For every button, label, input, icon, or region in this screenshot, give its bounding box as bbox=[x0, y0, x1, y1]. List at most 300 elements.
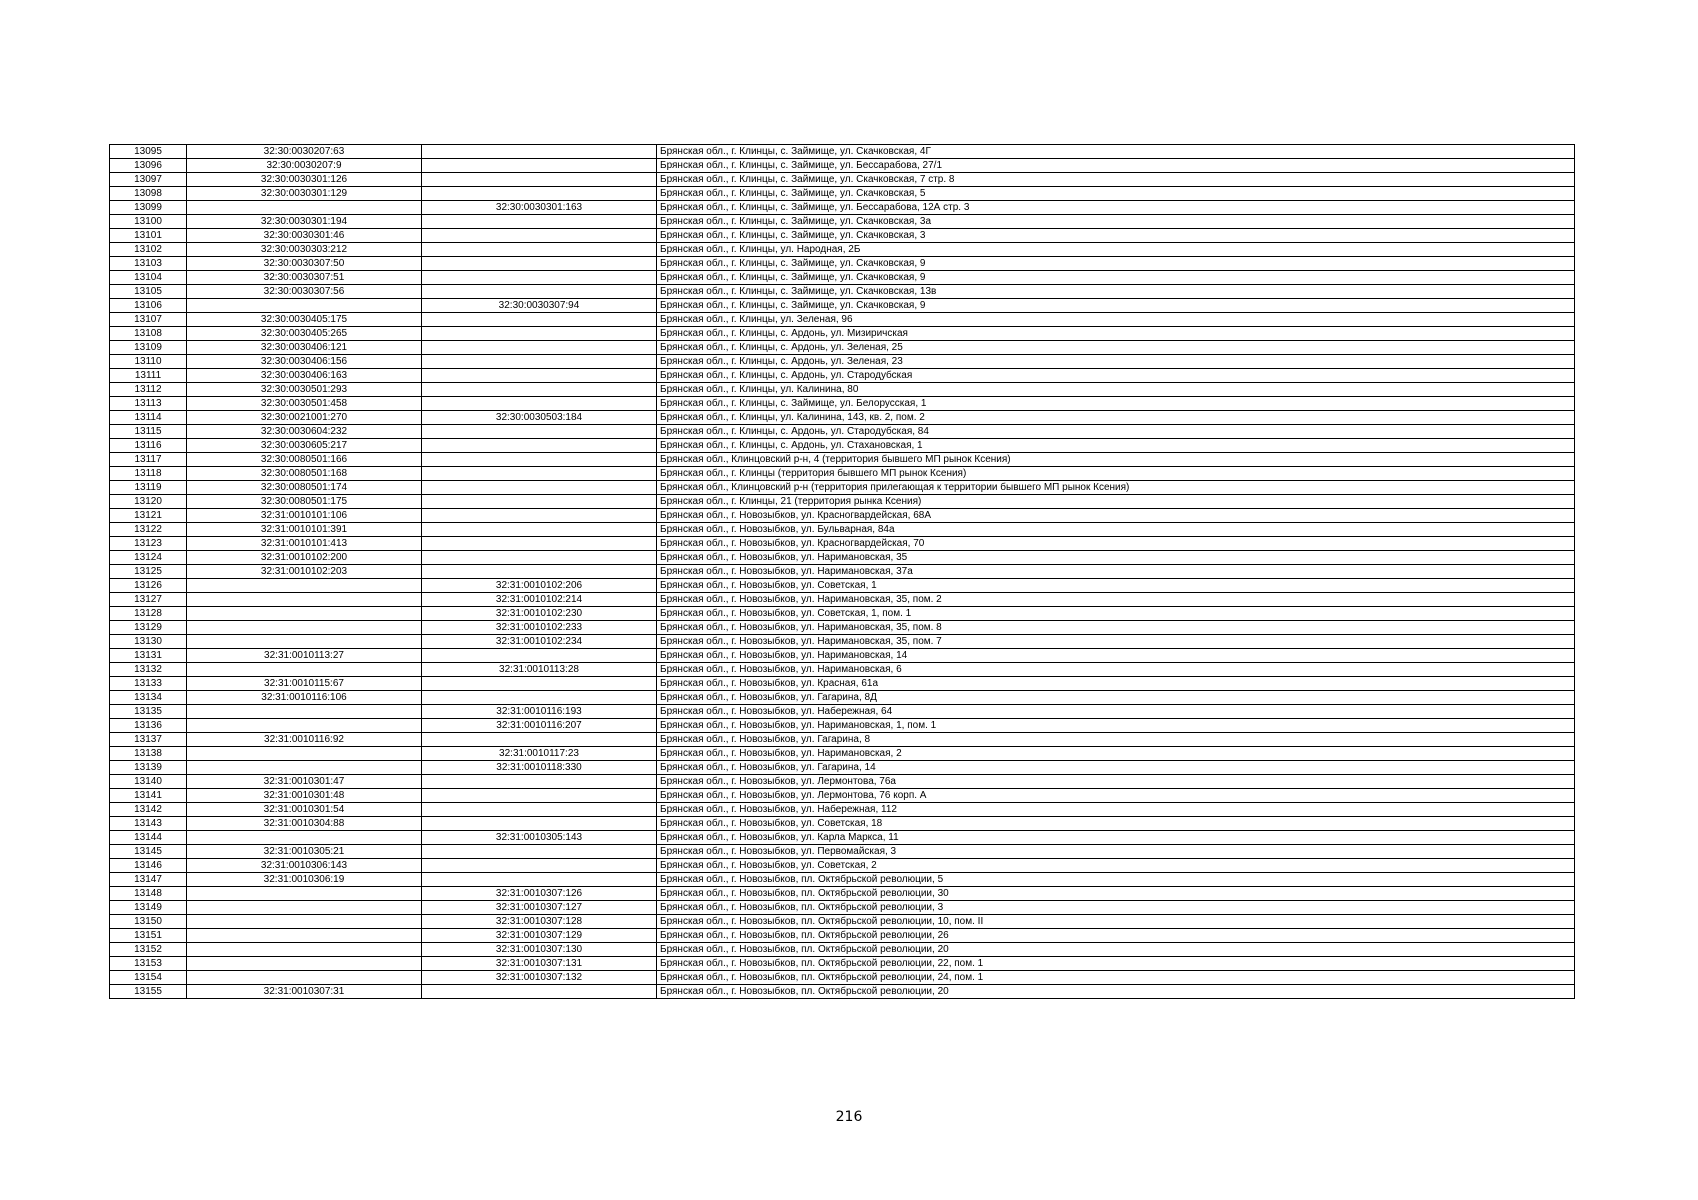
row-number-cell: 13098 bbox=[110, 187, 187, 201]
cadastral-number-cell bbox=[187, 831, 422, 845]
address-cell: Брянская обл., г. Новозыбков, ул. Гагарина, 8Д bbox=[657, 691, 1575, 705]
row-number-cell: 13114 bbox=[110, 411, 187, 425]
table-row bbox=[110, 243, 1575, 257]
cadastral-number-secondary-cell bbox=[422, 355, 657, 369]
cadastral-number-secondary-cell: 32:31:0010116:207 bbox=[422, 719, 657, 733]
row-number-cell: 13115 bbox=[110, 425, 187, 439]
cadastral-number-secondary-cell bbox=[422, 215, 657, 229]
address-cell: Брянская обл., г. Клинцы, с. Займище, ул. Скачковская, 3а bbox=[657, 215, 1575, 229]
cadastral-number-secondary-cell bbox=[422, 271, 657, 285]
address-cell: Брянская обл., г. Новозыбков, ул. Красная, 61а bbox=[657, 677, 1575, 691]
cadastral-number-secondary-cell bbox=[422, 243, 657, 257]
table-row bbox=[110, 173, 1575, 187]
cadastral-number-cell: 32:30:0080501:168 bbox=[187, 467, 422, 481]
table-row bbox=[110, 299, 1575, 313]
cadastral-number-cell: 32:31:0010115:67 bbox=[187, 677, 422, 691]
row-number-cell: 13102 bbox=[110, 243, 187, 257]
table-row bbox=[110, 705, 1575, 719]
address-cell: Брянская обл., г. Новозыбков, ул. Наримановская, 1, пом. 1 bbox=[657, 719, 1575, 733]
table-row bbox=[110, 845, 1575, 859]
cadastral-number-cell bbox=[187, 635, 422, 649]
address-cell: Брянская обл., г. Новозыбков, ул. Наримановская, 35, пом. 8 bbox=[657, 621, 1575, 635]
table-row bbox=[110, 761, 1575, 775]
cadastral-number-secondary-cell bbox=[422, 229, 657, 243]
table-row bbox=[110, 257, 1575, 271]
row-number-cell: 13119 bbox=[110, 481, 187, 495]
row-number-cell: 13153 bbox=[110, 957, 187, 971]
address-cell: Брянская обл., г. Клинцы, с. Займище, ул. Скачковская, 5 bbox=[657, 187, 1575, 201]
address-cell: Брянская обл., г. Клинцы, с. Займище, ул. Бессарабова, 27/1 bbox=[657, 159, 1575, 173]
cadastral-number-secondary-cell bbox=[422, 341, 657, 355]
table-row bbox=[110, 439, 1575, 453]
table-row bbox=[110, 411, 1575, 425]
address-cell: Брянская обл., г. Клинцы, с. Займище, ул. Скачковская, 3 bbox=[657, 229, 1575, 243]
table-row bbox=[110, 943, 1575, 957]
table-row bbox=[110, 509, 1575, 523]
cadastral-number-cell: 32:30:0030307:56 bbox=[187, 285, 422, 299]
table-row bbox=[110, 621, 1575, 635]
cadastral-number-secondary-cell bbox=[422, 817, 657, 831]
table-row bbox=[110, 677, 1575, 691]
address-cell: Брянская обл., г. Новозыбков, ул. Лермонтова, 76а bbox=[657, 775, 1575, 789]
cadastral-number-cell bbox=[187, 971, 422, 985]
row-number-cell: 13138 bbox=[110, 747, 187, 761]
address-cell: Брянская обл., г. Новозыбков, ул. Красногвардейская, 68А bbox=[657, 509, 1575, 523]
cadastral-number-cell: 32:31:0010306:143 bbox=[187, 859, 422, 873]
table-row bbox=[110, 887, 1575, 901]
cadastral-number-cell: 32:31:0010102:203 bbox=[187, 565, 422, 579]
cadastral-number-secondary-cell bbox=[422, 383, 657, 397]
cadastral-number-secondary-cell: 32:31:0010116:193 bbox=[422, 705, 657, 719]
cadastral-number-secondary-cell bbox=[422, 467, 657, 481]
cadastral-number-secondary-cell bbox=[422, 537, 657, 551]
address-cell: Брянская обл., г. Клинцы, с. Займище, ул. Скачковская, 9 bbox=[657, 299, 1575, 313]
table-row bbox=[110, 915, 1575, 929]
row-number-cell: 13099 bbox=[110, 201, 187, 215]
row-number-cell: 13139 bbox=[110, 761, 187, 775]
cadastral-number-cell: 32:30:0030406:156 bbox=[187, 355, 422, 369]
cadastral-number-secondary-cell bbox=[422, 327, 657, 341]
table-row bbox=[110, 789, 1575, 803]
address-cell: Брянская обл., г. Клинцы, с. Ардонь, ул. Стародубская bbox=[657, 369, 1575, 383]
row-number-cell: 13129 bbox=[110, 621, 187, 635]
row-number-cell: 13154 bbox=[110, 971, 187, 985]
row-number-cell: 13135 bbox=[110, 705, 187, 719]
address-cell: Брянская обл., г. Новозыбков, ул. Советская, 1 bbox=[657, 579, 1575, 593]
table-row bbox=[110, 369, 1575, 383]
cadastral-number-secondary-cell bbox=[422, 845, 657, 859]
row-number-cell: 13147 bbox=[110, 873, 187, 887]
table-row bbox=[110, 565, 1575, 579]
cadastral-number-cell bbox=[187, 943, 422, 957]
row-number-cell: 13148 bbox=[110, 887, 187, 901]
row-number-cell: 13146 bbox=[110, 859, 187, 873]
cadastral-number-secondary-cell: 32:31:0010102:234 bbox=[422, 635, 657, 649]
table-row bbox=[110, 579, 1575, 593]
cadastral-number-cell: 32:31:0010101:413 bbox=[187, 537, 422, 551]
cadastral-number-secondary-cell bbox=[422, 425, 657, 439]
row-number-cell: 13118 bbox=[110, 467, 187, 481]
address-cell: Брянская обл., г. Клинцы, с. Займище, ул. Скачковская, 4Г bbox=[657, 145, 1575, 159]
table-row bbox=[110, 691, 1575, 705]
table-row bbox=[110, 285, 1575, 299]
cadastral-number-cell bbox=[187, 201, 422, 215]
row-number-cell: 13101 bbox=[110, 229, 187, 243]
row-number-cell: 13141 bbox=[110, 789, 187, 803]
row-number-cell: 13150 bbox=[110, 915, 187, 929]
table-row bbox=[110, 649, 1575, 663]
table-row bbox=[110, 425, 1575, 439]
table-row bbox=[110, 523, 1575, 537]
cadastral-number-cell: 32:31:0010116:92 bbox=[187, 733, 422, 747]
table-row bbox=[110, 901, 1575, 915]
cadastral-number-cell bbox=[187, 593, 422, 607]
cadastral-number-secondary-cell: 32:31:0010102:214 bbox=[422, 593, 657, 607]
cadastral-number-cell: 32:30:0030207:9 bbox=[187, 159, 422, 173]
cadastral-number-cell bbox=[187, 719, 422, 733]
table-row bbox=[110, 859, 1575, 873]
address-cell: Брянская обл., г. Клинцы, с. Ардонь, ул. Стародубская, 84 bbox=[657, 425, 1575, 439]
cadastral-number-secondary-cell bbox=[422, 789, 657, 803]
row-number-cell: 13123 bbox=[110, 537, 187, 551]
cadastral-number-cell: 32:31:0010301:48 bbox=[187, 789, 422, 803]
cadastral-number-cell: 32:30:0080501:175 bbox=[187, 495, 422, 509]
cadastral-number-cell: 32:31:0010301:47 bbox=[187, 775, 422, 789]
table-row bbox=[110, 495, 1575, 509]
address-cell: Брянская обл., г. Новозыбков, ул. Советская, 2 bbox=[657, 859, 1575, 873]
cadastral-number-cell: 32:30:0030501:458 bbox=[187, 397, 422, 411]
cadastral-number-secondary-cell bbox=[422, 439, 657, 453]
cadastral-number-cell bbox=[187, 607, 422, 621]
row-number-cell: 13134 bbox=[110, 691, 187, 705]
cadastral-number-cell: 32:30:0030301:46 bbox=[187, 229, 422, 243]
address-cell: Брянская обл., г. Новозыбков, ул. Наримановская, 6 bbox=[657, 663, 1575, 677]
cadastral-number-secondary-cell bbox=[422, 159, 657, 173]
row-number-cell: 13106 bbox=[110, 299, 187, 313]
row-number-cell: 13131 bbox=[110, 649, 187, 663]
table-row bbox=[110, 467, 1575, 481]
cadastral-number-cell bbox=[187, 915, 422, 929]
row-number-cell: 13142 bbox=[110, 803, 187, 817]
cadastral-number-secondary-cell bbox=[422, 257, 657, 271]
row-number-cell: 13125 bbox=[110, 565, 187, 579]
address-cell: Брянская обл., г. Новозыбков, ул. Наримановская, 2 bbox=[657, 747, 1575, 761]
table-row bbox=[110, 537, 1575, 551]
cadastral-number-secondary-cell bbox=[422, 691, 657, 705]
row-number-cell: 13116 bbox=[110, 439, 187, 453]
cadastral-number-secondary-cell: 32:31:0010307:129 bbox=[422, 929, 657, 943]
address-cell: Брянская обл., г. Новозыбков, пл. Октябрьской революции, 20 bbox=[657, 943, 1575, 957]
table-row bbox=[110, 747, 1575, 761]
table-row bbox=[110, 635, 1575, 649]
cadastral-number-cell bbox=[187, 761, 422, 775]
table-row bbox=[110, 187, 1575, 201]
address-cell: Брянская обл., г. Клинцы, с. Ардонь, ул. Зеленая, 23 bbox=[657, 355, 1575, 369]
cadastral-number-secondary-cell bbox=[422, 677, 657, 691]
cadastral-number-cell: 32:31:0010102:200 bbox=[187, 551, 422, 565]
cadastral-number-secondary-cell bbox=[422, 985, 657, 999]
table-row bbox=[110, 397, 1575, 411]
cadastral-number-cell bbox=[187, 929, 422, 943]
row-number-cell: 13143 bbox=[110, 817, 187, 831]
row-number-cell: 13095 bbox=[110, 145, 187, 159]
cadastral-number-secondary-cell bbox=[422, 187, 657, 201]
table-row bbox=[110, 341, 1575, 355]
row-number-cell: 13103 bbox=[110, 257, 187, 271]
address-cell: Брянская обл., г. Новозыбков, пл. Октябрьской революции, 3 bbox=[657, 901, 1575, 915]
cadastral-number-cell bbox=[187, 299, 422, 313]
table-row bbox=[110, 663, 1575, 677]
address-cell: Брянская обл., г. Новозыбков, пл. Октябрьской революции, 10, пом. II bbox=[657, 915, 1575, 929]
address-cell: Брянская обл., г. Новозыбков, пл. Октябрьской революции, 24, пом. 1 bbox=[657, 971, 1575, 985]
address-cell: Брянская обл., г. Новозыбков, ул. Лермонтова, 76 корп. А bbox=[657, 789, 1575, 803]
table-row bbox=[110, 733, 1575, 747]
cadastral-number-cell: 32:31:0010101:106 bbox=[187, 509, 422, 523]
address-cell: Брянская обл., г. Новозыбков, ул. Наримановская, 14 bbox=[657, 649, 1575, 663]
table-row bbox=[110, 957, 1575, 971]
address-cell: Брянская обл., г. Новозыбков, ул. Первомайская, 3 bbox=[657, 845, 1575, 859]
table-row bbox=[110, 551, 1575, 565]
cadastral-number-secondary-cell: 32:31:0010117:23 bbox=[422, 747, 657, 761]
address-cell: Брянская обл., г. Новозыбков, пл. Октябрьской революции, 20 bbox=[657, 985, 1575, 999]
address-cell: Брянская обл., г. Клинцы, с. Ардонь, ул. Стахановская, 1 bbox=[657, 439, 1575, 453]
cadastral-number-cell: 32:31:0010306:19 bbox=[187, 873, 422, 887]
cadastral-number-secondary-cell bbox=[422, 481, 657, 495]
table-row bbox=[110, 313, 1575, 327]
cadastral-number-secondary-cell bbox=[422, 453, 657, 467]
cadastral-number-secondary-cell bbox=[422, 509, 657, 523]
cadastral-number-secondary-cell: 32:31:0010102:206 bbox=[422, 579, 657, 593]
row-number-cell: 13140 bbox=[110, 775, 187, 789]
address-cell: Брянская обл., г. Новозыбков, ул. Наримановская, 35, пом. 2 bbox=[657, 593, 1575, 607]
cadastral-number-cell: 32:30:0030605:217 bbox=[187, 439, 422, 453]
row-number-cell: 13100 bbox=[110, 215, 187, 229]
address-cell: Брянская обл., г. Клинцы, с. Займище, ул. Скачковская, 7 стр. 8 bbox=[657, 173, 1575, 187]
address-cell: Брянская обл., г. Новозыбков, ул. Гагарина, 14 bbox=[657, 761, 1575, 775]
address-cell: Брянская обл., г. Клинцы, с. Займище, ул. Скачковская, 13в bbox=[657, 285, 1575, 299]
table-row bbox=[110, 159, 1575, 173]
row-number-cell: 13145 bbox=[110, 845, 187, 859]
row-number-cell: 13108 bbox=[110, 327, 187, 341]
row-number-cell: 13126 bbox=[110, 579, 187, 593]
cadastral-number-secondary-cell bbox=[422, 173, 657, 187]
table-row bbox=[110, 775, 1575, 789]
table-row bbox=[110, 145, 1575, 159]
cadastral-number-cell bbox=[187, 621, 422, 635]
address-cell: Брянская обл., г. Новозыбков, ул. Наримановская, 37а bbox=[657, 565, 1575, 579]
table-row bbox=[110, 355, 1575, 369]
cadastral-number-cell: 32:31:0010113:27 bbox=[187, 649, 422, 663]
cadastral-number-cell: 32:30:0030405:265 bbox=[187, 327, 422, 341]
row-number-cell: 13137 bbox=[110, 733, 187, 747]
row-number-cell: 13121 bbox=[110, 509, 187, 523]
table-row bbox=[110, 229, 1575, 243]
cadastral-number-secondary-cell: 32:31:0010307:130 bbox=[422, 943, 657, 957]
row-number-cell: 13120 bbox=[110, 495, 187, 509]
cadastral-number-cell: 32:30:0030307:51 bbox=[187, 271, 422, 285]
registry-table-body bbox=[110, 145, 1575, 999]
address-cell: Брянская обл., г. Клинцы, с. Займище, ул. Белорусская, 1 bbox=[657, 397, 1575, 411]
table-row bbox=[110, 481, 1575, 495]
row-number-cell: 13124 bbox=[110, 551, 187, 565]
cadastral-number-cell: 32:30:0030303:212 bbox=[187, 243, 422, 257]
table-row bbox=[110, 215, 1575, 229]
cadastral-number-cell: 32:30:0030406:121 bbox=[187, 341, 422, 355]
cadastral-number-secondary-cell bbox=[422, 859, 657, 873]
cadastral-number-secondary-cell: 32:31:0010307:126 bbox=[422, 887, 657, 901]
row-number-cell: 13127 bbox=[110, 593, 187, 607]
cadastral-number-secondary-cell: 32:31:0010102:230 bbox=[422, 607, 657, 621]
table-row bbox=[110, 803, 1575, 817]
address-cell: Брянская обл., г. Клинцы, ул. Калинина, 143, кв. 2, пом. 2 bbox=[657, 411, 1575, 425]
cadastral-number-cell: 32:30:0080501:166 bbox=[187, 453, 422, 467]
address-cell: Брянская обл., г. Клинцы, 21 (территория рынка Ксения) bbox=[657, 495, 1575, 509]
table-row bbox=[110, 593, 1575, 607]
address-cell: Брянская обл., г. Клинцы, с. Займище, ул. Бессарабова, 12А стр. 3 bbox=[657, 201, 1575, 215]
table-row bbox=[110, 929, 1575, 943]
cadastral-number-cell: 32:30:0030301:126 bbox=[187, 173, 422, 187]
cadastral-number-cell: 32:31:0010305:21 bbox=[187, 845, 422, 859]
address-cell: Брянская обл., г. Новозыбков, ул. Набережная, 64 bbox=[657, 705, 1575, 719]
row-number-cell: 13130 bbox=[110, 635, 187, 649]
address-cell: Брянская обл., г. Клинцы, ул. Зеленая, 96 bbox=[657, 313, 1575, 327]
row-number-cell: 13113 bbox=[110, 397, 187, 411]
cadastral-number-cell: 32:30:0021001:270 bbox=[187, 411, 422, 425]
address-cell: Брянская обл., Клинцовский р-н, 4 (территория бывшего МП рынок Ксения) bbox=[657, 453, 1575, 467]
table-row bbox=[110, 271, 1575, 285]
cadastral-number-cell: 32:30:0030604:232 bbox=[187, 425, 422, 439]
cadastral-number-secondary-cell bbox=[422, 285, 657, 299]
row-number-cell: 13155 bbox=[110, 985, 187, 999]
row-number-cell: 13128 bbox=[110, 607, 187, 621]
address-cell: Брянская обл., г. Клинцы, с. Ардонь, ул. Мизиричская bbox=[657, 327, 1575, 341]
row-number-cell: 13109 bbox=[110, 341, 187, 355]
address-cell: Брянская обл., г. Новозыбков, ул. Гагарина, 8 bbox=[657, 733, 1575, 747]
cadastral-number-secondary-cell bbox=[422, 145, 657, 159]
cadastral-number-secondary-cell bbox=[422, 523, 657, 537]
cadastral-number-secondary-cell: 32:31:0010118:330 bbox=[422, 761, 657, 775]
row-number-cell: 13107 bbox=[110, 313, 187, 327]
cadastral-number-secondary-cell: 32:30:0030503:184 bbox=[422, 411, 657, 425]
table-row bbox=[110, 607, 1575, 621]
cadastral-number-secondary-cell bbox=[422, 775, 657, 789]
cadastral-number-cell: 32:30:0030301:129 bbox=[187, 187, 422, 201]
address-cell: Брянская обл., г. Новозыбков, ул. Набережная, 112 bbox=[657, 803, 1575, 817]
cadastral-number-cell: 32:31:0010116:106 bbox=[187, 691, 422, 705]
row-number-cell: 13104 bbox=[110, 271, 187, 285]
address-cell: Брянская обл., г. Клинцы, ул. Народная, 2Б bbox=[657, 243, 1575, 257]
row-number-cell: 13136 bbox=[110, 719, 187, 733]
cadastral-number-cell: 32:30:0030501:293 bbox=[187, 383, 422, 397]
table-row bbox=[110, 719, 1575, 733]
cadastral-number-secondary-cell: 32:31:0010307:128 bbox=[422, 915, 657, 929]
address-cell: Брянская обл., г. Новозыбков, пл. Октябрьской революции, 26 bbox=[657, 929, 1575, 943]
cadastral-number-secondary-cell bbox=[422, 733, 657, 747]
cadastral-number-secondary-cell bbox=[422, 565, 657, 579]
cadastral-number-cell: 32:31:0010101:391 bbox=[187, 523, 422, 537]
address-cell: Брянская обл., г. Клинцы (территория бывшего МП рынок Ксения) bbox=[657, 467, 1575, 481]
table-row bbox=[110, 971, 1575, 985]
page-number: 216 bbox=[835, 1109, 863, 1125]
row-number-cell: 13111 bbox=[110, 369, 187, 383]
cadastral-number-secondary-cell: 32:31:0010102:233 bbox=[422, 621, 657, 635]
registry-table bbox=[109, 144, 1575, 999]
address-cell: Брянская обл., г. Новозыбков, ул. Наримановская, 35, пом. 7 bbox=[657, 635, 1575, 649]
address-cell: Брянская обл., г. Новозыбков, ул. Советская, 1, пом. 1 bbox=[657, 607, 1575, 621]
cadastral-number-secondary-cell bbox=[422, 313, 657, 327]
row-number-cell: 13133 bbox=[110, 677, 187, 691]
row-number-cell: 13110 bbox=[110, 355, 187, 369]
cadastral-number-cell: 32:30:0030406:163 bbox=[187, 369, 422, 383]
cadastral-number-cell: 32:31:0010307:31 bbox=[187, 985, 422, 999]
cadastral-number-cell bbox=[187, 901, 422, 915]
cadastral-number-cell: 32:30:0030301:194 bbox=[187, 215, 422, 229]
row-number-cell: 13149 bbox=[110, 901, 187, 915]
address-cell: Брянская обл., г. Новозыбков, ул. Наримановская, 35 bbox=[657, 551, 1575, 565]
row-number-cell: 13096 bbox=[110, 159, 187, 173]
cadastral-number-secondary-cell: 32:30:0030307:94 bbox=[422, 299, 657, 313]
cadastral-number-secondary-cell: 32:31:0010307:132 bbox=[422, 971, 657, 985]
row-number-cell: 13112 bbox=[110, 383, 187, 397]
cadastral-number-secondary-cell: 32:31:0010113:28 bbox=[422, 663, 657, 677]
table-row bbox=[110, 383, 1575, 397]
row-number-cell: 13117 bbox=[110, 453, 187, 467]
table-row bbox=[110, 831, 1575, 845]
table-row bbox=[110, 873, 1575, 887]
address-cell: Брянская обл., г. Клинцы, с. Займище, ул. Скачковская, 9 bbox=[657, 271, 1575, 285]
row-number-cell: 13097 bbox=[110, 173, 187, 187]
cadastral-number-cell: 32:30:0030307:50 bbox=[187, 257, 422, 271]
address-cell: Брянская обл., г. Новозыбков, пл. Октябрьской революции, 30 bbox=[657, 887, 1575, 901]
cadastral-number-cell: 32:31:0010304:88 bbox=[187, 817, 422, 831]
cadastral-number-cell bbox=[187, 579, 422, 593]
cadastral-number-secondary-cell: 32:31:0010307:127 bbox=[422, 901, 657, 915]
address-cell: Брянская обл., г. Новозыбков, ул. Бульварная, 84а bbox=[657, 523, 1575, 537]
row-number-cell: 13144 bbox=[110, 831, 187, 845]
cadastral-number-secondary-cell bbox=[422, 397, 657, 411]
cadastral-number-secondary-cell bbox=[422, 803, 657, 817]
table-row bbox=[110, 201, 1575, 215]
row-number-cell: 13105 bbox=[110, 285, 187, 299]
address-cell: Брянская обл., г. Новозыбков, ул. Красногвардейская, 70 bbox=[657, 537, 1575, 551]
table-row bbox=[110, 817, 1575, 831]
row-number-cell: 13132 bbox=[110, 663, 187, 677]
cadastral-number-cell bbox=[187, 957, 422, 971]
cadastral-number-cell bbox=[187, 663, 422, 677]
cadastral-number-secondary-cell: 32:30:0030301:163 bbox=[422, 201, 657, 215]
row-number-cell: 13151 bbox=[110, 929, 187, 943]
cadastral-number-cell: 32:30:0030207:63 bbox=[187, 145, 422, 159]
cadastral-number-cell: 32:31:0010301:54 bbox=[187, 803, 422, 817]
cadastral-number-cell: 32:30:0080501:174 bbox=[187, 481, 422, 495]
cadastral-number-secondary-cell bbox=[422, 369, 657, 383]
address-cell: Брянская обл., Клинцовский р-н (территория прилегающая к территории бывшего МП рынок Ксения) bbox=[657, 481, 1575, 495]
address-cell: Брянская обл., г. Клинцы, с. Ардонь, ул. Зеленая, 25 bbox=[657, 341, 1575, 355]
table-row bbox=[110, 985, 1575, 999]
cadastral-number-cell bbox=[187, 705, 422, 719]
cadastral-number-cell: 32:30:0030405:175 bbox=[187, 313, 422, 327]
address-cell: Брянская обл., г. Клинцы, ул. Калинина, 80 bbox=[657, 383, 1575, 397]
table-row bbox=[110, 327, 1575, 341]
cadastral-number-secondary-cell bbox=[422, 649, 657, 663]
cadastral-number-secondary-cell bbox=[422, 873, 657, 887]
address-cell: Брянская обл., г. Новозыбков, пл. Октябрьской революции, 5 bbox=[657, 873, 1575, 887]
cadastral-number-secondary-cell: 32:31:0010307:131 bbox=[422, 957, 657, 971]
row-number-cell: 13152 bbox=[110, 943, 187, 957]
cadastral-number-cell bbox=[187, 887, 422, 901]
table-row bbox=[110, 453, 1575, 467]
cadastral-number-secondary-cell bbox=[422, 495, 657, 509]
